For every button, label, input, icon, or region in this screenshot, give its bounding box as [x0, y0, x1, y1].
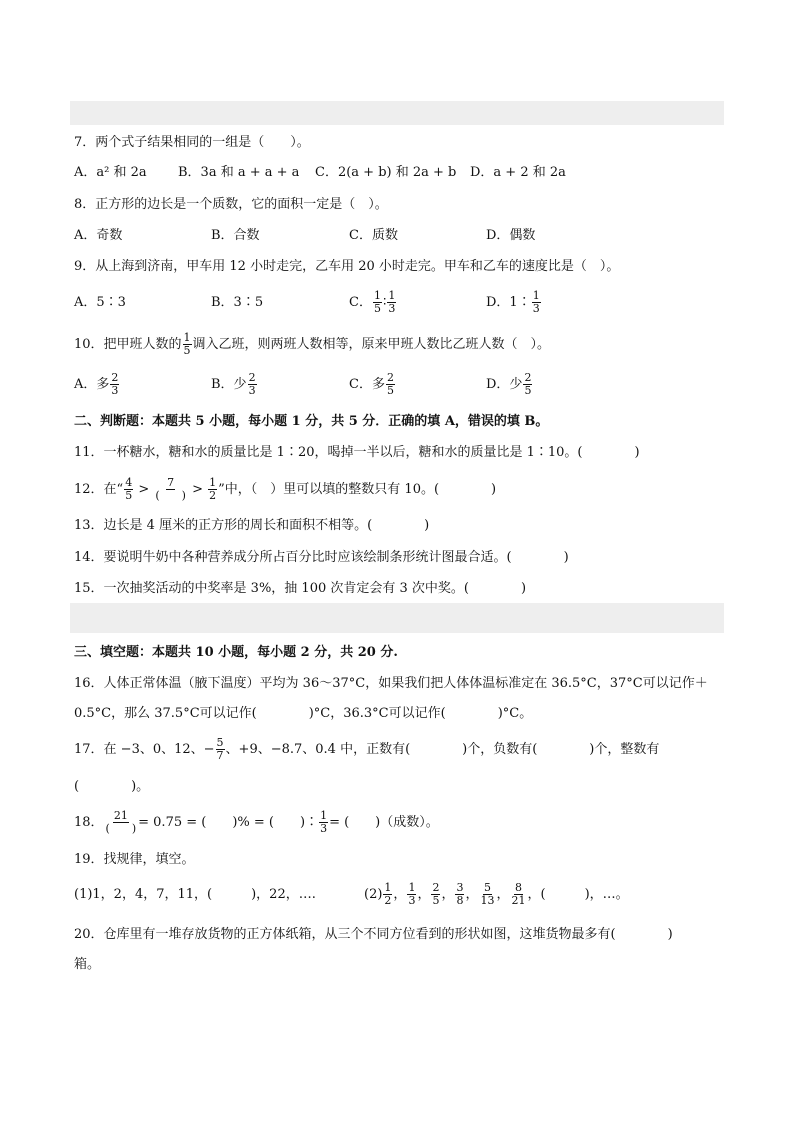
question-10 — [74, 329, 550, 361]
fraction — [319, 810, 328, 835]
fraction — [373, 290, 382, 315]
numerator: 1 — [183, 331, 191, 344]
denominator: 3 — [248, 384, 256, 397]
numerator: 1 — [373, 289, 381, 302]
numerator: 2 — [111, 371, 119, 384]
numerator: 3 — [456, 881, 464, 894]
fraction — [523, 372, 532, 397]
question-14: 14．要说明牛奶中各种营养成分所占百分比时应该绘制条形统计图最合适。( ) — [74, 550, 569, 565]
fraction — [110, 372, 119, 397]
fraction — [105, 810, 138, 835]
denominator: ( ) — [105, 822, 137, 835]
denominator: 3 — [408, 894, 416, 907]
option-c: C．2(a + b) 和 2a + b — [315, 165, 457, 180]
question-19-part-2-prefix: (2) — [364, 887, 383, 902]
fraction — [387, 290, 396, 315]
denominator: 13 — [480, 894, 495, 907]
question-20-line-1: 20．仓库里有一堆存放货物的正方体纸箱，从三个不同方位看到的形状如图，这堆货物最多有( ) — [74, 927, 673, 942]
numerator: 1 — [388, 289, 396, 302]
numerator: 8 — [515, 881, 522, 894]
denominator: ( ) — [155, 489, 186, 502]
question-18-pre: 18． — [74, 815, 104, 830]
question-12 — [74, 474, 496, 506]
fraction — [455, 882, 464, 907]
section-3-title: 三、填空题：本题共 10 小题，每小题 2 分，共 20 分. — [74, 645, 398, 660]
numerator: 1 — [532, 289, 540, 302]
numerator: 21 — [113, 809, 128, 822]
fraction — [532, 290, 541, 315]
numerator: 7 — [167, 476, 175, 489]
numerator: 2 — [248, 371, 256, 384]
question-19-part-2-suffix: ，( )，…。 — [527, 887, 629, 902]
fraction — [511, 882, 527, 907]
denominator: 5 — [183, 344, 191, 357]
question-13: 13．边长是 4 厘米的正方形的周长和面积不相等。( ) — [74, 518, 430, 533]
option-d-prefix: D．少 — [486, 377, 523, 392]
question-16-line-1: 16．人体正常体温（腋下温度）平均为 36～37°C，如果我们把人体体温标准定在 36.5°C，37°C可以记作＋ — [74, 676, 708, 691]
numerator: 5 — [216, 736, 224, 749]
question-7: 7．两个式子结果相同的一组是（ ）。 — [74, 135, 310, 150]
question-11: 11．一杯糖水，糖和水的质量比是 1∶20，喝掉一半以后，糖和水的质量比是 1∶10。( ) — [74, 445, 640, 460]
question-8: 8．正方形的边长是一个质数，它的面积一定是（ ）。 — [74, 197, 388, 212]
option-a: A．5∶3 — [74, 295, 126, 310]
question-17-line-2: ( )。 — [74, 779, 150, 794]
option-c: C．质数 — [349, 228, 398, 243]
fraction — [124, 477, 133, 502]
option-b — [211, 369, 258, 401]
option-c-prefix: C．多 — [349, 377, 385, 392]
question-9-options — [74, 287, 724, 319]
question-8-options — [74, 227, 724, 245]
option-d-prefix: D．1∶ — [486, 295, 531, 310]
numerator: 2 — [524, 371, 532, 384]
question-17 — [74, 734, 659, 766]
denominator: 21 — [511, 894, 526, 907]
fraction — [386, 372, 395, 397]
question-19: 19．找规律，填空。 — [74, 852, 195, 867]
denominator: 5 — [125, 489, 133, 502]
question-9: 9．从上海到济南，甲车用 12 小时走完，乙车用 20 小时走完。甲车和乙车的速度比是（ ）。 — [74, 259, 620, 274]
numerator: 1 — [209, 476, 217, 489]
option-a: A．a² 和 2a — [74, 165, 147, 180]
fraction — [248, 372, 257, 397]
section-2-title: 二、判断题：本题共 5 小题，每小题 1 分，共 5 分．正确的填 A，错误的填 B。 — [74, 414, 549, 429]
numerator: 5 — [483, 881, 491, 894]
question-15: 15．一次抽奖活动的中奖率是 3%，抽 100 次肯定会有 3 次中奖。( ) — [74, 581, 527, 596]
option-d: D．a + 2 和 2a — [470, 165, 566, 180]
fraction — [154, 477, 187, 502]
question-17-post: 、+9、−8.7、0.4 中，正数有( )个，负数有( )个，整数有 — [225, 742, 660, 757]
option-d: D．偶数 — [486, 228, 536, 243]
denominator: 5 — [373, 302, 381, 315]
fraction — [183, 332, 192, 357]
denominator: 3 — [388, 302, 396, 315]
question-17-pre: 17．在 −3、0、12、− — [74, 742, 215, 757]
option-c — [349, 369, 396, 401]
question-10-options — [74, 369, 724, 401]
denominator: 2 — [384, 894, 392, 907]
greater-than: > — [187, 482, 208, 497]
option-d — [486, 369, 533, 401]
option-b: B．合数 — [211, 228, 260, 243]
numerator: 4 — [125, 476, 133, 489]
option-b: B．3∶5 — [211, 295, 264, 310]
denominator: 5 — [524, 384, 532, 397]
fraction — [431, 882, 440, 907]
question-12-pre: 12．在“ — [74, 482, 124, 497]
numerator: 1 — [384, 881, 392, 894]
section-band — [70, 603, 724, 633]
denominator: 8 — [456, 894, 464, 907]
denominator: 5 — [386, 384, 394, 397]
denominator: 7 — [216, 749, 224, 762]
denominator: 3 — [111, 384, 119, 397]
ratio-colon: ∶ — [382, 295, 387, 310]
question-18-post: = ( )（成数）。 — [329, 815, 439, 830]
numerator: 2 — [432, 881, 440, 894]
option-a — [74, 369, 120, 401]
denominator: 3 — [320, 822, 328, 835]
numerator: 1 — [408, 881, 416, 894]
question-16-line-2: 0.5°C，那么 37.5°C可以记作( )°C，36.3°C可以记作( )°C。 — [74, 706, 533, 721]
header-band — [70, 101, 724, 125]
fraction — [383, 882, 392, 907]
question-19-part-1: (1)1，2，4，7，11，( )，22，…. — [74, 887, 316, 902]
question-20-line-2: 箱。 — [74, 957, 101, 972]
question-7-options — [74, 164, 724, 182]
fraction — [407, 882, 416, 907]
fraction — [216, 737, 225, 762]
numerator: 1 — [320, 809, 328, 822]
option-d — [486, 287, 542, 319]
option-b: B．3a 和 a + a + a — [178, 165, 300, 180]
option-c — [349, 287, 397, 319]
greater-than: > — [134, 482, 154, 497]
question-10-pre: 10．把甲班人数的 — [74, 337, 182, 352]
numerator: 2 — [386, 371, 394, 384]
fraction — [479, 882, 495, 907]
denominator: 2 — [209, 489, 217, 502]
question-18 — [74, 806, 439, 840]
question-10-post: 调入乙班，则两班人数相等，原来甲班人数比乙班人数（ ）。 — [192, 337, 551, 352]
option-a-prefix: A．多 — [74, 377, 110, 392]
fraction — [208, 477, 217, 502]
question-19-part-2: (2) $\frac{1}{2}$ ， $\frac{1}{3}$ ， $\frac{2}{5}$ ， $\frac{3}{8}$ ， $\frac{5}{13}$ ， $\frac{8}{21}$ ，( )，…。 — [364, 881, 629, 907]
question-12-post: ”中，（ ）里可以填的整数只有 10。( ) — [218, 482, 497, 497]
denominator: 3 — [532, 302, 540, 315]
option-a: A．奇数 — [74, 228, 123, 243]
question-18-mid: = 0.75 = ( )% = ( )∶ — [138, 815, 319, 830]
option-b-prefix: B．少 — [211, 377, 247, 392]
denominator: 5 — [432, 894, 440, 907]
option-c-prefix: C． — [349, 295, 372, 310]
